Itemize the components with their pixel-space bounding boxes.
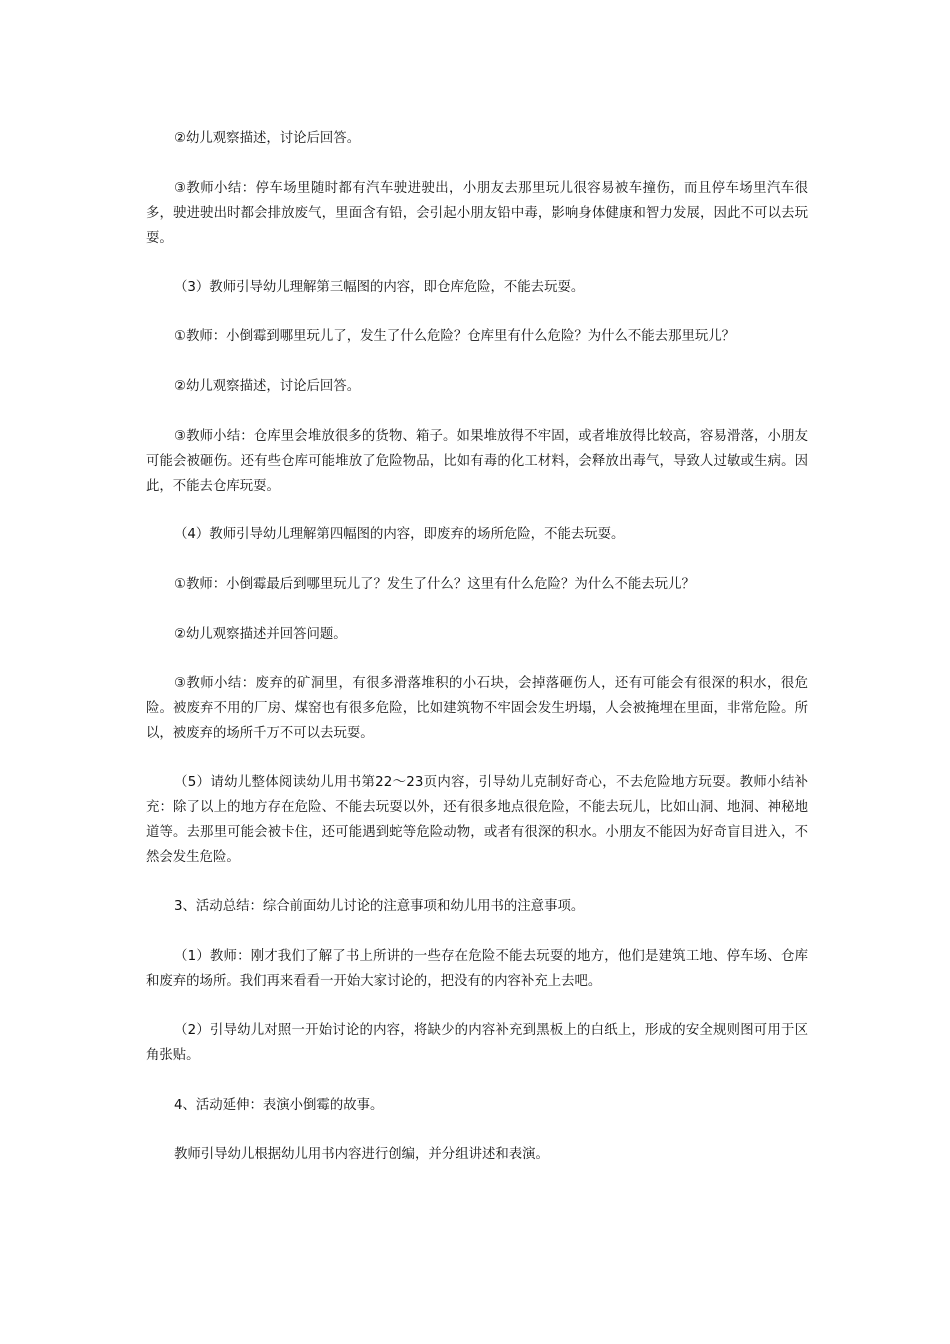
paragraph-summary-guide: （2）引导幼儿对照一开始讨论的内容，将缺少的内容补充到黑板上的白纸上，形成的安全规则图可用于区角张贴。	[146, 1023, 808, 1063]
paragraph-child-observe-2: ②幼儿观察描述，讨论后回答。	[174, 379, 361, 394]
heading-activity-summary: 3、活动总结：综合前面幼儿讨论的注意事项和幼儿用书的注意事项。	[174, 899, 585, 914]
paragraph-child-observe-3: ②幼儿观察描述并回答问题。	[174, 627, 347, 642]
paragraph-extension-teacher: 教师引导幼儿根据幼儿用书内容进行创编，并分组讲述和表演。	[174, 1147, 549, 1162]
paragraph-summary-teacher: （1）教师：刚才我们了解了书上所讲的一些存在危险不能去玩耍的地方，他们是建筑工地、停车场、仓库和废弃的场所。我们再来看看一开始大家讨论的，把没有的内容补充上去吧。	[146, 949, 808, 989]
paragraph-step-5-reading: （5）请幼儿整体阅读幼儿用书第22～23页内容，引导幼儿克制好奇心，不去危险地方玩耍。教师小结补充：除了以上的地方存在危险、不能去玩耍以外，还有很多地点很危险，不能去玩儿，比如山洞、地洞、神秘地道等。去那里可能会被卡住，还可能遇到蛇等危险动物，或者有很深的积水。小朋友不能因为好奇盲目进入，不然会发生危险。	[146, 775, 808, 865]
paragraph-parking-summary: ③教师小结：停车场里随时都有汽车驶进驶出，小朋友去那里玩儿很容易被车撞伤，而且停车场里汽车很多，驶进驶出时都会排放废气，里面含有铅，会引起小朋友铅中毒，影响身体健康和智力发展，因此不可以去玩耍。	[146, 181, 808, 246]
paragraph-warehouse-summary: ③教师小结：仓库里会堆放很多的货物、箱子。如果堆放得不牢固，或者堆放得比较高，容易滑落，小朋友可能会被砸伤。还有些仓库可能堆放了危险物品，比如有毒的化工材料，会释放出毒气，导致人过敏或生病。因此，不能去仓库玩耍。	[146, 429, 808, 494]
paragraph-step-4-abandoned: （4）教师引导幼儿理解第四幅图的内容，即废弃的场所危险，不能去玩耍。	[174, 527, 625, 542]
paragraph-teacher-question-warehouse: ①教师：小倒霉到哪里玩儿了，发生了什么危险？仓库里有什么危险？为什么不能去那里玩儿？	[174, 329, 736, 344]
paragraph-abandoned-summary: ③教师小结：废弃的矿洞里，有很多滑落堆积的小石块，会掉落砸伤人，还有可能会有很深的积水，很危险。被废弃不用的厂房、煤窑也有很多危险，比如建筑物不牢固会发生坍塌，人会被掩埋在里面，非常危险。所以，被废弃的场所千万不可以去玩耍。	[146, 676, 808, 741]
paragraph-step-3-warehouse: （3）教师引导幼儿理解第三幅图的内容，即仓库危险，不能去玩耍。	[174, 280, 585, 295]
paragraph-teacher-question-abandoned: ①教师：小倒霉最后到哪里玩儿了？发生了什么？这里有什么危险？为什么不能去玩儿？	[174, 577, 695, 592]
paragraph-child-observe-1: ②幼儿观察描述，讨论后回答。	[174, 131, 361, 146]
heading-activity-extension: 4、活动延伸：表演小倒霉的故事。	[174, 1098, 384, 1113]
